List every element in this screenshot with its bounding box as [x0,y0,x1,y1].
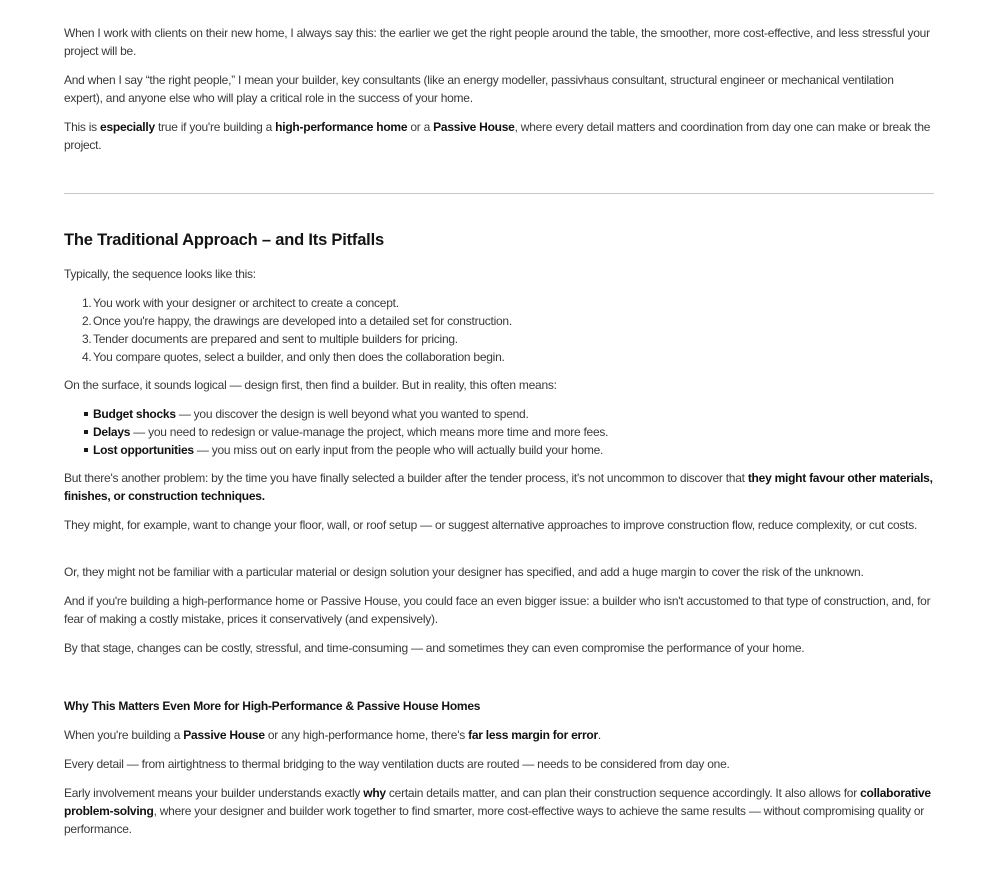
list-item: Lost opportunities — you miss out on early input from the people who will actually build your home. [64,441,934,459]
list-item: 1. You work with your designer or architect to create a concept. [82,296,399,310]
list-item: Delays — you need to redesign or value-manage the project, which means more time and more fees. [64,423,934,441]
margin-paragraph: When you're building a Passive House or any high-performance home, there's far less margin for error. [64,728,601,742]
intro-paragraph-1: When I work with clients on their new home, I always say this: the earlier we get the right people around the table, the smoother, more cost-effective, and less stressful your project will be. [64,26,930,58]
detail-paragraph: Every detail — from airtightness to thermal bridging to the way ventilation ducts are routed — needs to be considered from day one. [64,757,730,771]
stage-paragraph: By that stage, changes can be costly, stressful, and time-consuming — and sometimes they can even compromise the performance of your home. [64,641,805,655]
subsection-heading: Why This Matters Even More for High-Performance & Passive House Homes [64,699,481,713]
intro-paragraph-3: This is especially true if you're building a high-performance home or a Passive House, where every detail matters and coordination from day one can make or break the project. [64,120,931,152]
list-item: 4. You compare quotes, select a builder, and only then does the collaboration begin. [82,350,505,364]
intro-paragraph-2: And when I say “the right people,” I mean your builder, key consultants (like an energy modeller, passivhaus consultant, structural engineer or mechanical ventilation expert), and anyone else who will play a critical role in the success of your home. [64,73,894,105]
sequence-steps-list [64,294,934,366]
section-divider [64,193,934,194]
list-item: 3. Tender documents are prepared and sent to multiple builders for pricing. [82,332,458,346]
example-paragraph: They might, for example, want to change your floor, wall, or roof setup — or suggest alternative approaches to improve construction flow, reduce complexity, or cut costs. [64,518,918,532]
list-item: 2. Once you're happy, the drawings are developed into a detailed set for construction. [82,314,512,328]
problem-paragraph: But there's another problem: by the time you have finally selected a builder after the tender process, it's not uncommon to discover that they might favour other materials, finishes, or construction techniques. [64,471,933,503]
sequence-lead: Typically, the sequence looks like this: [64,267,256,281]
pitfalls-list [64,405,934,459]
list-item: Budget shocks — you discover the design is well beyond what you wanted to spend. [64,405,934,423]
passive-house-paragraph: And if you're building a high-performance home or Passive House, you could face an even bigger issue: a builder who isn't accustomed to that type of construction, and, for fear of making a costly mistake, prices it conservatively (and expensively). [64,594,931,626]
involvement-paragraph: Early involvement means your builder understands exactly why certain details matter, and can plan their construction sequence accordingly. It also allows for collaborative problem-solving, where your designer and builder work together to find smarter, more cost-effective ways to achieve the same results — without compromising quality or performance. [64,786,931,836]
section-heading: The Traditional Approach – and Its Pitfalls [64,231,384,249]
familiar-paragraph: Or, they might not be familiar with a particular material or design solution your designer has specified, and add a huge margin to cover the risk of the unknown. [64,565,864,579]
surface-paragraph: On the surface, it sounds logical — design first, then find a builder. But in reality, this often means: [64,378,557,392]
